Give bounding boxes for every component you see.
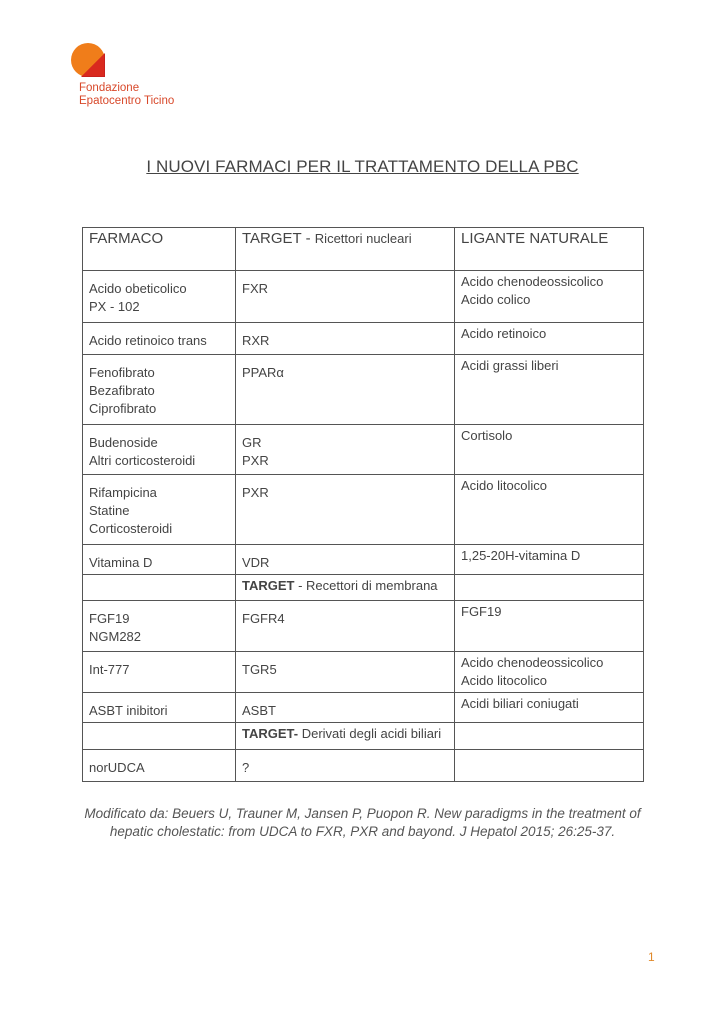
drug-table <box>82 227 644 782</box>
table-row <box>83 575 644 601</box>
ligante-cell-line: Acido chenodeossicolico <box>461 655 604 670</box>
page-number: 1 <box>648 950 655 964</box>
ligante-cell <box>455 271 644 323</box>
farmaco-cell <box>83 545 236 575</box>
farmaco-cell-line: norUDCA <box>89 760 145 775</box>
logo-text <box>79 82 174 108</box>
target-cell-line: ? <box>242 760 250 775</box>
logo-line-1: Fondazione <box>79 82 140 94</box>
target-cell-line: GR <box>242 435 262 450</box>
target-cell-line: FGFR4 <box>242 611 285 626</box>
section-label-bold: TARGET <box>242 578 295 593</box>
table-row <box>83 475 644 545</box>
farmaco-cell-line: Ciprofibrato <box>89 401 157 416</box>
farmaco-cell-line: Fenofibrato <box>89 365 155 380</box>
table-row <box>83 601 644 652</box>
header-target <box>236 228 455 271</box>
ligante-cell-line: 1,25-20H-vitamina D <box>461 548 581 563</box>
ligante-cell-line: Acido litocolico <box>461 673 547 688</box>
caption-line-2: hepatic cholestatic: from UDCA to FXR, PXR and bayond. J Hepatol 2015; 26:25-37. <box>109 824 616 839</box>
farmaco-cell <box>83 425 236 475</box>
section-label-text: Derivati degli acidi biliari <box>298 726 442 741</box>
target-cell <box>236 425 455 475</box>
ligante-cell <box>455 750 644 782</box>
ligante-cell <box>455 475 644 545</box>
target-cell <box>236 601 455 652</box>
logo-line-2: Epatocentro Ticino <box>79 95 175 107</box>
farmaco-cell-line: Bezafibrato <box>89 383 155 398</box>
table-row <box>83 271 644 323</box>
farmaco-cell-line: Int-777 <box>89 662 130 677</box>
ligante-cell-line: FGF19 <box>461 604 502 619</box>
farmaco-cell-line: ASBT inibitori <box>89 703 168 718</box>
ligante-cell <box>455 545 644 575</box>
farmaco-cell-line: Acido retinoico trans <box>89 333 207 348</box>
empty-cell <box>83 723 236 750</box>
ligante-cell-line: Acido retinoico <box>461 326 547 341</box>
farmaco-cell-line: Corticosteroidi <box>89 521 173 536</box>
ligante-cell-line: Acidi biliari coniugati <box>461 696 579 711</box>
foundation-logo <box>70 42 190 112</box>
target-cell-line: VDR <box>242 555 270 570</box>
caption-line-1: Modificato da: Beuers U, Trauner M, Jansen P, Puopon R. New paradigms in the treatment of <box>84 806 641 821</box>
ligante-cell-line: Cortisolo <box>461 428 513 443</box>
header-target-sub: Ricettori nucleari <box>314 231 412 246</box>
farmaco-cell-line: Rifampicina <box>89 485 157 500</box>
farmaco-cell-line: Vitamina D <box>89 555 153 570</box>
farmaco-cell <box>83 271 236 323</box>
ligante-cell <box>455 425 644 475</box>
target-cell <box>236 271 455 323</box>
ligante-cell <box>455 323 644 355</box>
ligante-cell-line: Acido litocolico <box>461 478 547 493</box>
citation-caption <box>60 805 665 841</box>
ligante-cell-line: Acido chenodeossicolico <box>461 274 604 289</box>
farmaco-cell-line: Acido obeticolico <box>89 281 187 296</box>
table-header-row <box>83 228 644 271</box>
section-label-bold: TARGET- <box>242 726 299 741</box>
logo-mark-icon <box>70 42 110 82</box>
target-cell-line: TGR5 <box>242 662 277 677</box>
ligante-cell <box>455 601 644 652</box>
empty-cell <box>455 723 644 750</box>
table-body <box>83 271 644 782</box>
header-ligante: LIGANTE NATURALE <box>455 228 644 271</box>
empty-cell <box>455 575 644 601</box>
ligante-cell <box>455 652 644 693</box>
target-cell-line: PPARα <box>242 365 284 380</box>
page-title: I NUOVI FARMACI PER IL TRATTAMENTO DELLA PBC <box>146 157 579 176</box>
table-row <box>83 652 644 693</box>
farmaco-cell <box>83 475 236 545</box>
header-target-main: TARGET - <box>242 230 311 247</box>
ligante-cell <box>455 693 644 723</box>
table-row <box>83 425 644 475</box>
target-cell <box>236 652 455 693</box>
target-cell-line: RXR <box>242 333 270 348</box>
target-cell-line: PXR <box>242 485 269 500</box>
target-cell <box>236 545 455 575</box>
ligante-cell-line: Acidi grassi liberi <box>461 358 559 373</box>
farmaco-cell <box>83 601 236 652</box>
ligante-cell-line: Acido colico <box>461 292 531 307</box>
ligante-cell <box>455 355 644 425</box>
farmaco-cell-line: Budenoside <box>89 435 158 450</box>
empty-cell <box>83 575 236 601</box>
header-farmaco: FARMACO <box>83 228 236 271</box>
table-row <box>83 693 644 723</box>
target-cell <box>236 355 455 425</box>
target-cell <box>236 750 455 782</box>
section-label-text: - Recettori di membrana <box>294 578 438 593</box>
target-cell-line: ASBT <box>242 703 276 718</box>
section-label-cell <box>236 575 455 601</box>
farmaco-cell-line: PX - 102 <box>89 299 140 314</box>
farmaco-cell-line: Statine <box>89 503 130 518</box>
section-label-cell <box>236 723 455 750</box>
farmaco-cell-line: Altri corticosteroidi <box>89 453 196 468</box>
table-row <box>83 545 644 575</box>
farmaco-cell <box>83 323 236 355</box>
farmaco-cell <box>83 750 236 782</box>
farmaco-cell-line: FGF19 <box>89 611 130 626</box>
farmaco-cell <box>83 693 236 723</box>
target-cell <box>236 693 455 723</box>
farmaco-cell-line: NGM282 <box>89 629 142 644</box>
farmaco-cell <box>83 652 236 693</box>
table-row <box>83 723 644 750</box>
farmaco-cell <box>83 355 236 425</box>
target-cell <box>236 475 455 545</box>
target-cell <box>236 323 455 355</box>
table-row <box>83 750 644 782</box>
target-cell-line: FXR <box>242 281 268 296</box>
table-row <box>83 355 644 425</box>
target-cell-line: PXR <box>242 453 269 468</box>
table-row <box>83 323 644 355</box>
